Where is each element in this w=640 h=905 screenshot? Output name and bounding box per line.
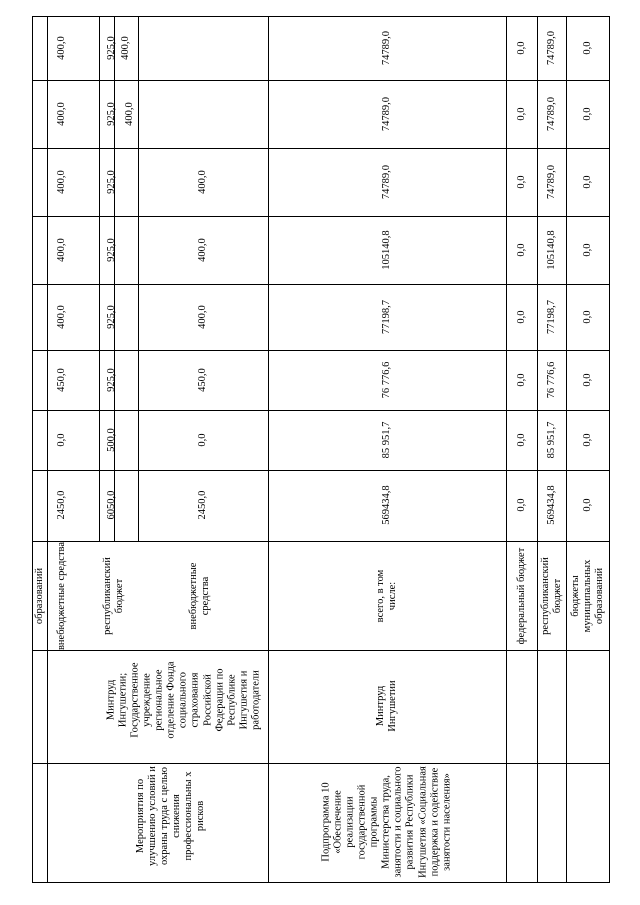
value-cell: 450,0 bbox=[55, 368, 67, 392]
value-cell: 0,0 bbox=[55, 433, 67, 447]
value-cell: 569434,8 bbox=[545, 485, 557, 525]
value-cell: 0,0 bbox=[581, 373, 593, 387]
source-cell: всего, в том числе: bbox=[374, 569, 398, 623]
value-cell: 0,0 bbox=[581, 41, 593, 55]
value-cell: 74789,0 bbox=[545, 164, 557, 200]
value-cell: 925,0 bbox=[105, 36, 117, 60]
value-cell: 2450,0 bbox=[55, 490, 67, 520]
event-name-cell: Мероприятия по улучшению условий и охраны труда с целью снижения профессиональны х рисков bbox=[134, 766, 207, 866]
row-divider bbox=[47, 16, 48, 883]
value-cell: 400,0 bbox=[55, 102, 67, 126]
value-cell: 105140,8 bbox=[380, 230, 392, 270]
value-cell: 0,0 bbox=[515, 310, 527, 324]
value-cell: 0,0 bbox=[196, 433, 208, 447]
source-cell: федеральный бюджет bbox=[515, 547, 527, 645]
value-cell: 74789,0 bbox=[380, 164, 392, 200]
source-cell: внебюджетные средства bbox=[187, 562, 211, 630]
value-cell: 400,0 bbox=[196, 305, 208, 329]
row-divider bbox=[537, 16, 538, 883]
value-cell: 6050,0 bbox=[105, 490, 117, 520]
source-cell: республиканский бюджет bbox=[101, 557, 125, 635]
table-border-bottom bbox=[32, 882, 610, 883]
value-cell: 569434,8 bbox=[380, 485, 392, 525]
value-cell: 77198,7 bbox=[545, 299, 557, 335]
column-divider bbox=[32, 763, 610, 764]
value-cell: 0,0 bbox=[515, 175, 527, 189]
column-divider bbox=[32, 470, 610, 471]
table-border-right bbox=[609, 16, 610, 883]
value-cell: 0,0 bbox=[515, 498, 527, 512]
value-cell: 0,0 bbox=[515, 107, 527, 121]
column-divider bbox=[32, 80, 610, 81]
value-cell: 0,0 bbox=[515, 41, 527, 55]
value-cell: 925,0 bbox=[105, 170, 117, 194]
value-cell: 925,0 bbox=[105, 238, 117, 262]
value-cell: 925,0 bbox=[105, 305, 117, 329]
row-divider bbox=[138, 16, 139, 542]
value-cell: 85 951,7 bbox=[380, 421, 392, 459]
executor-cell: Минтруд Ингушетии bbox=[374, 680, 398, 732]
column-divider bbox=[32, 148, 610, 149]
source-cell: образований bbox=[33, 567, 45, 625]
subprogram-name-cell: Подпрограмма 10 «Обеспечение реализации государственной программы Министерства труда, занятости и социального развития Республики Ингушетия «Социальная поддержка и содействие занятости населения» bbox=[320, 766, 453, 878]
value-cell: 0,0 bbox=[515, 433, 527, 447]
row-divider bbox=[268, 16, 269, 883]
value-cell: 77198,7 bbox=[380, 299, 392, 335]
value-cell: 0,0 bbox=[515, 373, 527, 387]
column-divider bbox=[32, 350, 610, 351]
value-cell: 0,0 bbox=[581, 243, 593, 257]
value-cell: 2450,0 bbox=[196, 490, 208, 520]
value-cell: 0,0 bbox=[581, 433, 593, 447]
value-cell: 85 951,7 bbox=[545, 421, 557, 459]
value-cell: 400,0 bbox=[55, 36, 67, 60]
executor-cell: Минтруд Ингушетии; Государственное учреждение региональное отделение Фонда социального страхования Российской Федерации по Республике Ингушетия и работодатели bbox=[105, 661, 262, 739]
value-cell: 500,0 bbox=[105, 428, 117, 452]
value-cell: 400,0 bbox=[196, 238, 208, 262]
value-cell: 76 776,6 bbox=[545, 361, 557, 399]
value-cell: 76 776,6 bbox=[380, 361, 392, 399]
value-cell: 74789,0 bbox=[545, 30, 557, 66]
column-divider bbox=[32, 541, 610, 542]
value-cell: 400,0 bbox=[119, 36, 131, 60]
value-cell: 400,0 bbox=[196, 170, 208, 194]
table-border-top bbox=[32, 16, 610, 17]
value-cell: 74789,0 bbox=[545, 96, 557, 132]
value-cell: 0,0 bbox=[581, 175, 593, 189]
source-cell: бюджеты муниципальных образований bbox=[569, 559, 606, 633]
row-divider bbox=[114, 16, 115, 542]
value-cell: 450,0 bbox=[196, 368, 208, 392]
value-cell: 400,0 bbox=[55, 170, 67, 194]
value-cell: 0,0 bbox=[581, 498, 593, 512]
table-border-left bbox=[32, 16, 33, 883]
column-divider bbox=[32, 216, 610, 217]
column-divider bbox=[32, 284, 610, 285]
row-divider bbox=[566, 16, 567, 883]
row-divider bbox=[99, 16, 100, 542]
source-cell: внебюджетные средства bbox=[55, 541, 67, 651]
column-divider bbox=[32, 410, 610, 411]
value-cell: 0,0 bbox=[581, 310, 593, 324]
value-cell: 925,0 bbox=[105, 368, 117, 392]
row-divider bbox=[506, 16, 507, 883]
value-cell: 400,0 bbox=[123, 102, 135, 126]
value-cell: 105140,8 bbox=[545, 230, 557, 270]
value-cell: 400,0 bbox=[55, 305, 67, 329]
source-cell: республиканский бюджет bbox=[539, 557, 563, 635]
value-cell: 0,0 bbox=[515, 243, 527, 257]
value-cell: 74789,0 bbox=[380, 30, 392, 66]
column-divider bbox=[32, 650, 610, 651]
value-cell: 0,0 bbox=[581, 107, 593, 121]
value-cell: 74789,0 bbox=[380, 96, 392, 132]
value-cell: 400,0 bbox=[55, 238, 67, 262]
value-cell: 925,0 bbox=[105, 102, 117, 126]
